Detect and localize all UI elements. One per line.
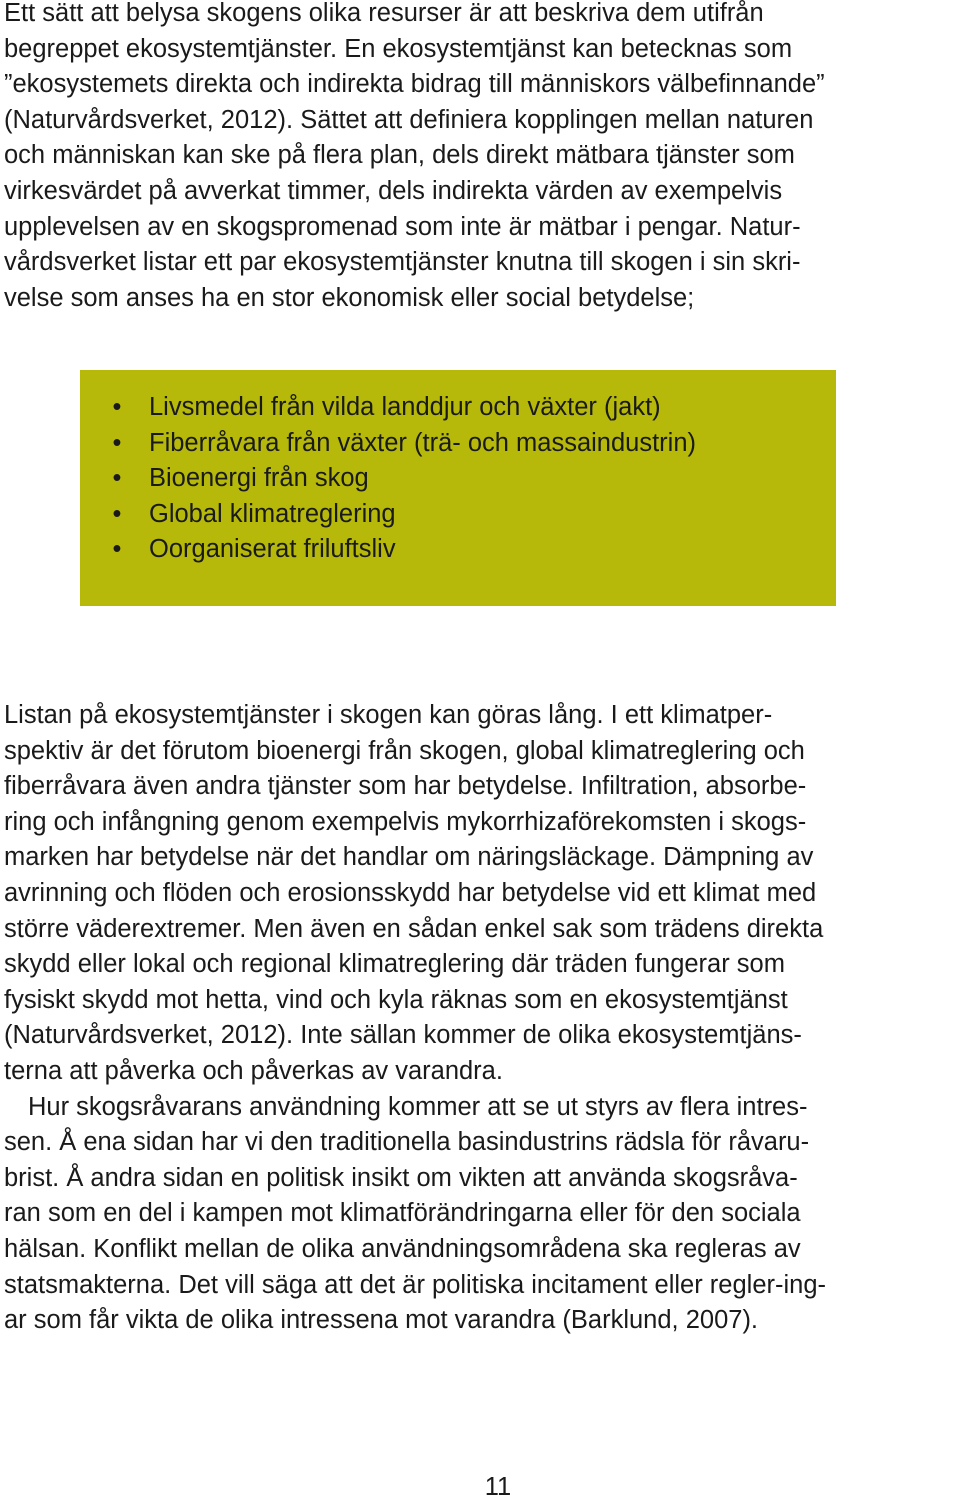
text-line: avrinning och flöden och erosionsskydd har betydelse vid ett klimat med — [4, 878, 817, 907]
text-line: (Naturvårdsverket, 2012). Sättet att definiera kopplingen mellan naturen — [4, 105, 814, 134]
text-line: ring och infångning genom exempelvis mykorrhizaförekomsten i skogs- — [4, 807, 807, 836]
body-text — [4, 698, 956, 1339]
bullet-icon: • — [112, 464, 122, 493]
text-line: upplevelsen av en skogspromenad som inte är mätbar i pengar. Natur- — [4, 212, 801, 241]
list-item-text: Oorganiserat friluftsliv — [149, 535, 396, 564]
text-line: ”ekosystemets direkta och indirekta bidrag till människors välbefinnande” — [4, 70, 825, 99]
list-item — [110, 532, 696, 568]
bullet-icon: • — [112, 499, 122, 528]
bullet-icon: • — [112, 535, 122, 564]
text-line: virkesvärdet på avverkat timmer, dels indirekta värden av exempelvis — [4, 176, 783, 205]
list-item-text: Livsmedel från vilda landdjur och växter (jakt) — [149, 393, 661, 421]
text-line: marken har betydelse när det handlar om näringsläckage. Dämpning av — [4, 843, 814, 872]
list-item-text: Fiberråvara från växter (trä- och massaindustrin) — [149, 428, 697, 457]
page-number: 11 — [484, 1473, 512, 1501]
text-line: statsmakterna. Det vill säga att det är politiska incitament eller regler-ing- — [4, 1270, 827, 1299]
text-line: velse som anses ha en stor ekonomisk eller social betydelse; — [4, 283, 695, 312]
text-line: (Naturvårdsverket, 2012). Inte sällan kommer de olika ekosystemtjäns- — [4, 1021, 802, 1050]
text-line: Ett sätt att belysa skogens olika resurser är att beskriva dem utifrån — [4, 0, 764, 27]
bullet-icon: • — [112, 428, 122, 457]
intro-paragraph — [4, 0, 956, 316]
text-line: skydd eller lokal och regional klimatreglering där träden fungerar som — [4, 950, 785, 979]
text-line: och människan kan ske på flera plan, dels direkt mätbara tjänster som — [4, 141, 795, 170]
bullet-icon: • — [112, 393, 122, 421]
text-line: fysiskt skydd mot hetta, vind och kyla räknas som en ekosystemtjänst — [4, 985, 788, 1014]
text-line: ar som får vikta de olika intressena mot varandra (Barklund, 2007). — [4, 1306, 759, 1335]
text-line: ran som en del i kampen mot klimatförändringarna eller för den sociala — [4, 1199, 801, 1228]
text-line: Listan på ekosystemtjänster i skogen kan göras lång. I ett klimatper- — [4, 701, 773, 729]
text-line: brist. Å andra sidan en politisk insikt om vikten att använda skogsråva- — [4, 1163, 798, 1192]
text-line: sen. Å ena sidan har vi den traditionella basindustrins rädsla för råvaru- — [4, 1128, 810, 1157]
text-line: spektiv är det förutom bioenergi från skogen, global klimatreglering och — [4, 736, 805, 765]
text-line: fiberråvara även andra tjänster som har betydelse. Infiltration, absorbe- — [4, 772, 807, 801]
ecosystem-services-list — [110, 390, 696, 568]
list-item-text: Global klimatreglering — [149, 499, 396, 528]
text-line: begreppet ekosystemtjänster. En ekosystemtjänst kan betecknas som — [4, 34, 793, 63]
text-line: vårdsverket listar ett par ekosystemtjänster knutna till skogen i sin skri- — [4, 248, 801, 277]
text-line: Hur skogsråvarans användning kommer att se ut styrs av flera intres- — [28, 1092, 808, 1121]
list-item — [110, 461, 696, 497]
text-line: större väderextremer. Men även en sådan enkel sak som trädens direkta — [4, 914, 824, 943]
text-line: hälsan. Konflikt mellan de olika användningsområdena ska regleras av — [4, 1234, 801, 1263]
ecosystem-services-box — [80, 370, 836, 606]
list-item-text: Bioenergi från skog — [149, 464, 369, 493]
list-item — [110, 497, 696, 533]
list-item — [110, 390, 696, 426]
text-line: terna att påverka och påverkas av varandra. — [4, 1056, 503, 1085]
list-item — [110, 426, 696, 462]
